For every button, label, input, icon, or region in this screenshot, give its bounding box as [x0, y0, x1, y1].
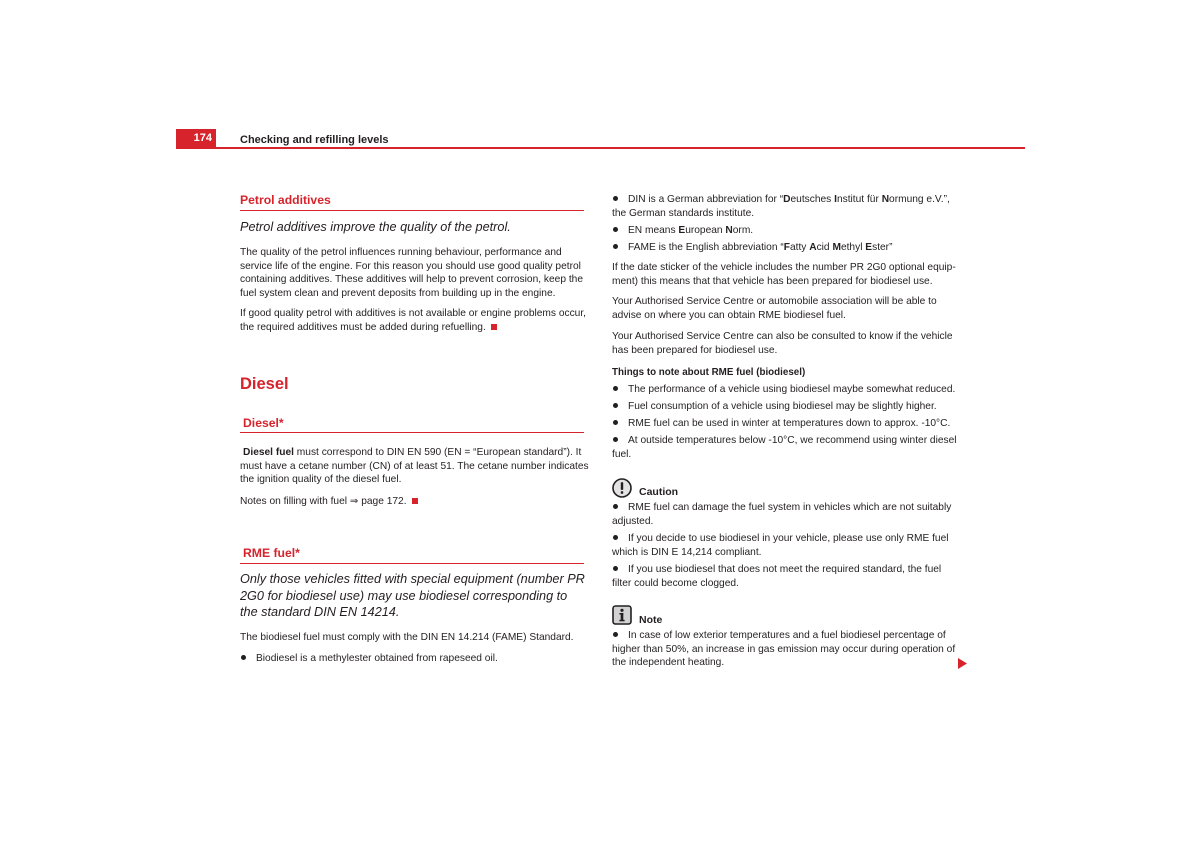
list-item-text: Fuel consumption of a vehicle using biodiesel may be slightly higher. [628, 401, 937, 412]
bold-letter: N [725, 225, 733, 236]
text-segment: must correspond to DIN EN 590 (EN = “European standard”). It [293, 447, 582, 458]
end-marker-icon [412, 498, 418, 504]
list-item [612, 241, 892, 255]
bold-letter: F [783, 242, 790, 253]
list-item-line [612, 383, 955, 397]
bold-letter: D [783, 194, 791, 205]
text-segment: nstitut für [836, 194, 882, 205]
text-segment: DIN is a German abbreviation for “ [628, 194, 784, 205]
note-list-item [612, 629, 955, 670]
list-item-line [612, 501, 951, 515]
bullet-dot [613, 244, 618, 249]
text-line: fuel system clean and prevent deposits from building up in the engine. [240, 288, 556, 300]
text-line: the standard DIN EN 14214. [240, 605, 400, 619]
petrol-quality-paragraph [240, 246, 583, 301]
text-segment: EN means [628, 225, 679, 236]
bullet-dot [613, 504, 618, 509]
info-icon [612, 605, 632, 625]
list-item-text: At outside temperatures below -10°C, we recommend using winter diesel [628, 435, 957, 446]
text-segment: cid [816, 242, 833, 253]
list-item-text: RME fuel can damage the fuel system in vehicles which are not suitably [628, 502, 952, 513]
heading-underline [240, 563, 584, 564]
heading-underline [240, 210, 584, 211]
rme-fuel-heading: RME fuel* [243, 546, 300, 560]
text-line: has been prepared for biodiesel use. [612, 344, 778, 356]
text-segment: atty [789, 242, 810, 253]
list-item-text: In case of low exterior temperatures and a fuel biodiesel percentage of [628, 630, 946, 641]
text-line: the independent heating. [612, 657, 725, 669]
things-to-note-heading: Things to note about RME fuel (biodiesel) [612, 367, 806, 378]
list-item-line [612, 400, 937, 414]
page-reference-text: Notes on filling with fuel ⇒ page 172. [240, 496, 407, 507]
text-segment: orm. [732, 225, 754, 236]
list-item-line [612, 629, 955, 643]
bullet-dot [613, 196, 618, 201]
text-line: filter could become clogged. [612, 577, 739, 589]
text-segment: uropean [685, 225, 726, 236]
bullet-dot [613, 403, 618, 408]
text-segment: ster” [872, 242, 893, 253]
bold-letter: E [678, 225, 686, 236]
list-item [612, 400, 937, 414]
text-line [240, 495, 418, 509]
text-line: If good quality petrol with additives is not available or engine problems occur, [240, 308, 587, 319]
text-line: fuel. [612, 448, 632, 460]
list-item-line [612, 224, 753, 238]
bullet-dot [613, 535, 618, 540]
bullet-dot [241, 655, 246, 660]
bullet-dot [613, 632, 618, 637]
text-line: Your Authorised Service Centre or automobile association will be able to [612, 296, 937, 307]
service-centre-paragraph [612, 295, 937, 322]
text-line: Your Authorised Service Centre can also be consulted to know if the vehicle [612, 331, 953, 342]
service-centre-consult-paragraph [612, 330, 953, 357]
text-line: advise on where you can obtain RME biodiesel fuel. [612, 309, 846, 321]
filling-notes-reference [240, 495, 418, 509]
text-segment: eutsches [790, 194, 835, 205]
note-title: Note [639, 614, 663, 626]
list-item-text: RME fuel can be used in winter at temperatures down to approx. -10°C. [628, 418, 951, 429]
list-item-line [612, 434, 957, 448]
bullet-dot [613, 386, 618, 391]
list-item-line [612, 241, 892, 255]
header-rule [176, 147, 1025, 149]
petrol-additives-paragraph [240, 307, 586, 334]
section-title: Checking and refilling levels [240, 134, 389, 146]
heading-underline [240, 432, 584, 433]
list-item [612, 383, 955, 397]
caution-list-item [612, 532, 949, 559]
bullet-dot [613, 566, 618, 571]
list-item-text: The performance of a vehicle using biodiesel maybe somewhat reduced. [628, 384, 956, 395]
text-line: The quality of the petrol influences running behaviour, performance and [240, 247, 562, 258]
bullet-dot [613, 420, 618, 425]
bold-letter: E [865, 242, 873, 253]
list-item-text: If you decide to use biodiesel in your vehicle, please use only RME fuel [628, 533, 949, 544]
list-item-line [612, 417, 950, 431]
caution-icon [612, 478, 632, 498]
text-line [240, 321, 586, 335]
text-line: adjusted. [612, 515, 654, 527]
list-item [612, 434, 957, 461]
text-line: the ignition quality of the diesel fuel. [240, 474, 402, 486]
text-line: which is DIN E 14,214 compliant. [612, 546, 762, 558]
text-line [240, 446, 589, 460]
page-number: 174 [176, 129, 216, 148]
bold-letter: I [834, 194, 837, 205]
list-item-line [612, 193, 950, 207]
text-segment: FAME is the English abbreviation “ [628, 242, 784, 253]
list-item [612, 417, 950, 431]
text-line: ment) this means that that vehicle has been prepared for biodiesel use. [612, 275, 933, 287]
continue-arrow-icon [958, 658, 967, 669]
bold-letter: A [809, 242, 817, 253]
list-item [240, 652, 498, 666]
bold-term: Diesel fuel [243, 447, 294, 458]
diesel-heading: Diesel* [243, 416, 284, 430]
text-segment: ethyl [840, 242, 866, 253]
caution-list-item [612, 563, 941, 590]
rme-fuel-lead [240, 571, 585, 621]
text-segment: ormung e.V.”, [889, 194, 950, 205]
list-item-line [240, 652, 498, 666]
text-line: must have a cetane number (CN) of at least 51. The cetane number indicates [240, 460, 589, 472]
list-item [612, 193, 950, 220]
text-segment: the required additives must be added during refuelling. [240, 321, 486, 333]
bold-letter: M [832, 242, 841, 253]
end-marker-icon [491, 324, 497, 330]
text-line: higher than 50%, an increase in gas emission may occur during operation of [612, 643, 956, 655]
diesel-fuel-paragraph [240, 446, 589, 487]
text-line: the German standards institute. [612, 207, 755, 219]
bullet-dot [613, 437, 618, 442]
list-item-line [612, 532, 949, 546]
text-line: Only those vehicles fitted with special equipment (number PR [240, 572, 585, 586]
list-item [612, 224, 753, 238]
text-line: 2G0 for biodiesel use) may use biodiesel corresponding to [240, 588, 568, 603]
caution-list-item [612, 501, 951, 528]
bullet-dot [613, 227, 618, 232]
list-item-text: If you use biodiesel that does not meet the required standard, the fuel [628, 564, 942, 575]
date-sticker-paragraph [612, 261, 956, 288]
caution-title: Caution [639, 486, 679, 498]
text-line: containing additives. These additives will help to prevent corrosion, keep the [240, 274, 583, 286]
petrol-additives-lead: Petrol additives improve the quality of the petrol. [240, 220, 511, 234]
text-line: If the date sticker of the vehicle includes the number PR 2G0 optional equip- [612, 262, 956, 273]
bold-letter: N [881, 194, 890, 205]
list-item-line [612, 563, 941, 577]
diesel-chapter-title: Diesel [240, 375, 289, 393]
list-item-text: Biodiesel is a methylester obtained from rapeseed oil. [256, 653, 498, 664]
biodiesel-standard-paragraph [240, 631, 574, 645]
text-line: The biodiesel fuel must comply with the DIN EN 14.214 (FAME) Standard. [240, 632, 574, 643]
text-line: service life of the engine. For this reason you should use good quality petrol [240, 260, 581, 272]
petrol-additives-heading: Petrol additives [240, 193, 331, 207]
